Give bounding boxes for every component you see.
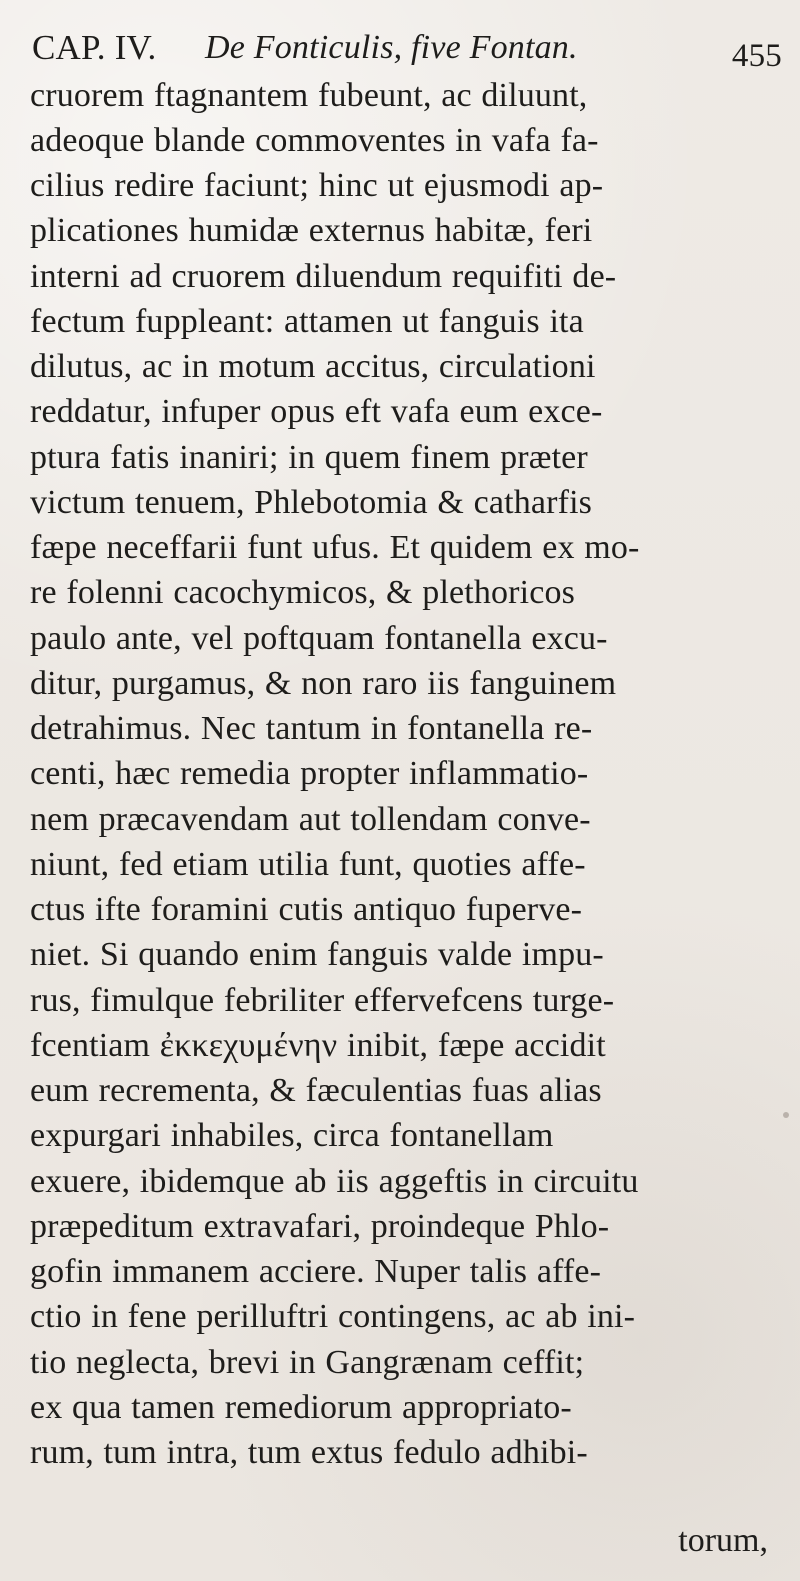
text-line: ctus ifte foramini cutis antiquo fuperve- [30, 891, 583, 928]
text-line: paulo ante, vel poftquam fontanella excu- [30, 620, 608, 657]
text-line: dilutus, ac in motum accitus, circulationi [30, 348, 596, 385]
text-line: cilius redire faciunt; hinc ut ejusmodi ap- [30, 167, 604, 204]
chapter-heading: CAP. IV. [32, 28, 157, 67]
text-line: detrahimus. Nec tantum in fontanella re- [30, 710, 593, 747]
text-line: ex qua tamen remediorum appropriato- [30, 1389, 572, 1426]
text-line: rus, fimulque febriliter effervefcens turge- [30, 982, 615, 1019]
text-line: ptura fatis inaniri; in quem finem præter [30, 439, 588, 476]
text-line: adeoque blande commoventes in vafa fa- [30, 122, 599, 159]
text-line: centi, hæc remedia propter inflammatio- [30, 755, 589, 792]
text-line: plicationes humidæ externus habitæ, feri [30, 212, 593, 249]
text-line: præpeditum extravafari, proindeque Phlo- [30, 1208, 610, 1245]
text-line: niunt, fed etiam utilia funt, quoties affe- [30, 846, 586, 883]
text-line: eum recrementa, & fæculentias fuas alias [30, 1072, 602, 1109]
text-line: interni ad cruorem diluendum requifiti de- [30, 258, 617, 295]
catchword: torum, [678, 1522, 768, 1559]
running-title: De Fonticulis, five Fontan. [205, 29, 578, 66]
text-line: nem præcavendam aut tollendam conve- [30, 801, 591, 838]
text-line: ditur, purgamus, & non raro iis fanguinem [30, 665, 617, 702]
text-line: fcentiam ἐκκεχυμένην inibit, fæpe accidit [30, 1027, 606, 1064]
main-text [30, 71, 782, 1521]
text-line: niet. Si quando enim fanguis valde impu- [30, 936, 604, 973]
text-line: ctio in fene perilluftri contingens, ac ab ini- [30, 1298, 636, 1335]
text-line: reddatur, infuper opus eft vafa eum exce- [30, 393, 603, 430]
text-line: victum tenuem, Phlebotomia & catharfis [30, 484, 593, 521]
text-line: re folenni cacochymicos, & plethoricos [30, 574, 576, 611]
text-line: fæpe neceffarii funt ufus. Et quidem ex mo- [30, 529, 640, 566]
text-line: cruorem ftagnantem fubeunt, ac diluunt, [30, 77, 588, 114]
ink-spot [783, 1112, 789, 1118]
text-line: fectum fuppleant: attamen ut fanguis ita [30, 303, 584, 340]
text-line: gofin immanem acciere. Nuper talis affe- [30, 1253, 602, 1290]
text-line: expurgari inhabiles, circa fontanellam [30, 1117, 554, 1154]
running-head [32, 22, 782, 74]
text-line: rum, tum intra, tum extus fedulo adhibi- [30, 1434, 588, 1471]
text-line: exuere, ibidemque ab iis aggeftis in circuitu [30, 1163, 639, 1200]
page-number: 455 [731, 38, 782, 74]
text-line: tio neglecta, brevi in Gangrænam ceffit; [30, 1344, 585, 1381]
